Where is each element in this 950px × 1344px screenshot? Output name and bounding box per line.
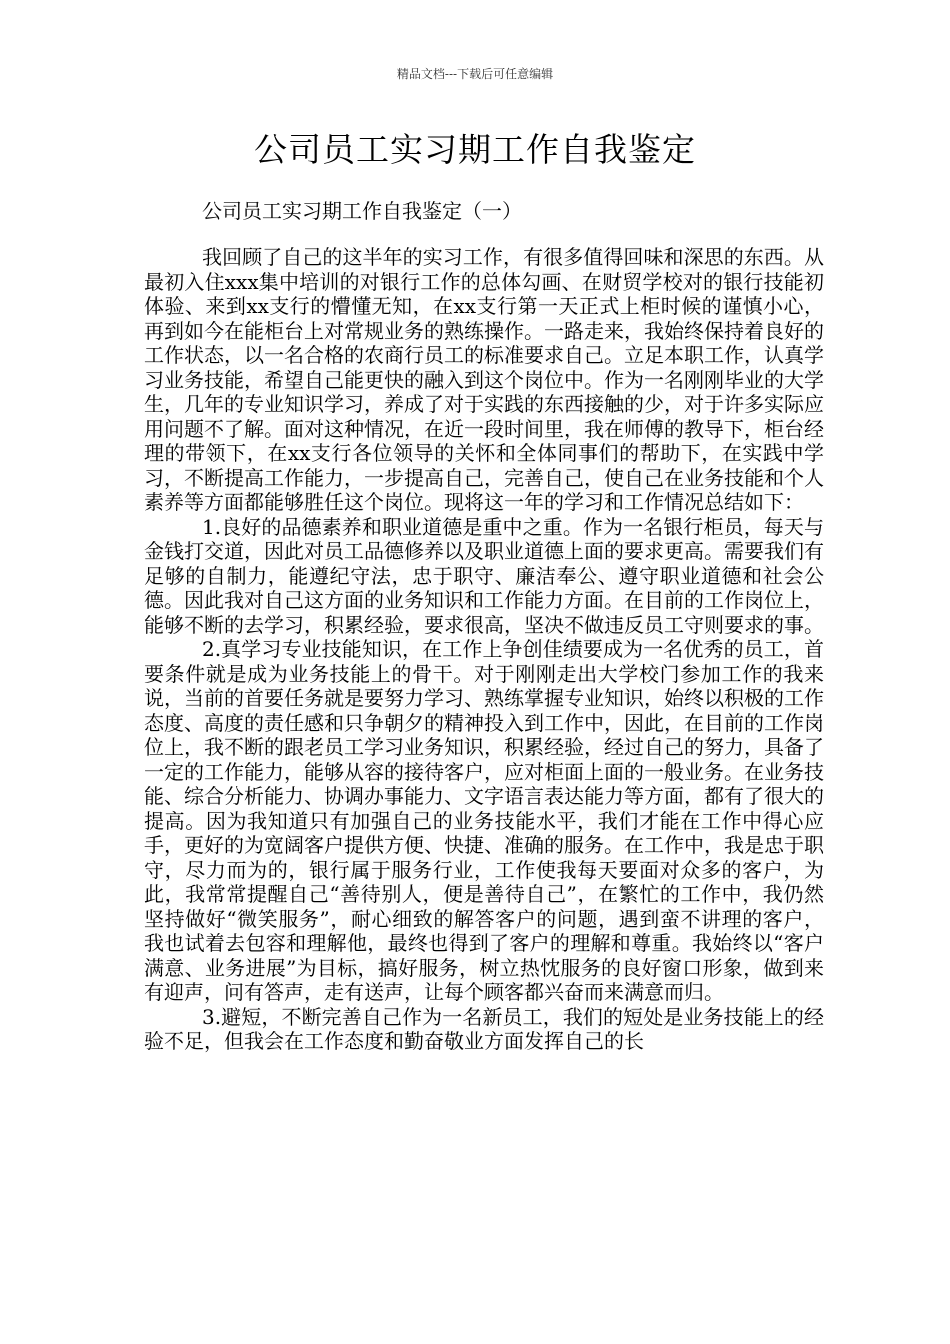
- document-body: [144, 245, 824, 1054]
- item-paragraph-3: 3.避短，不断完善自己作为一名新员工，我们的短处是业务技能上的经验不足，但我会在工作态度和勤奋敬业方面发挥自己的长: [144, 1004, 824, 1053]
- item-paragraph-2: 2.真学习专业技能知识，在工作上争创佳绩要成为一名优秀的员工，首要条件就是成为业务技能上的骨干。对于刚刚走出大学校门参加工作的我来说，当前的首要任务就是要努力学习、熟练掌握专业知识，始终以积极的工作态度、高度的责任感和只争朝夕的精神投入到工作中，因此，在目前的工作岗位上，我不断的跟老员工学习业务知识，积累经验，经过自己的努力，具备了一定的工作能力，能够从容的接待客户，应对柜面上面的一般业务。在业务技能、综合分析能力、协调办事能力、文字语言表达能力等方面，都有了很大的提高。因为我知道只有加强自己的业务技能水平，我们才能在工作中得心应手，更好的为宽阔客户提供方便、快捷、准确的服务。在工作中，我是忠于职守，尽力而为的，银行属于服务行业，工作使我每天要面对众多的客户，为此，我常常提醒自己“善待别人，便是善待自己”，在繁忙的工作中，我仍然坚持做好“微笑服务”，耐心细致的解答客户的问题，遇到蛮不讲理的客户，我也试着去包容和理解他，最终也得到了客户的理解和尊重。我始终以“客户满意、业务进展”为目标，搞好服务，树立热忱服务的良好窗口形象，做到来有迎声，问有答声，走有送声，让每个顾客都兴奋而来满意而归。: [144, 637, 824, 1004]
- intro-paragraph: 我回顾了自己的这半年的实习工作，有很多值得回味和深思的东西。从最初入住xxx集中培训的对银行工作的总体勾画、在财贸学校对的银行技能初体验、来到xx支行的懵懂无知，在xx支行第一天正式上柜时候的谨慎小心，再到如今在能柜台上对常规业务的熟练操作。一路走来，我始终保持着良好的工作状态，以一名合格的农商行员工的标准要求自己。立足本职工作，认真学习业务技能，希望自己能更快的融入到这个岗位中。作为一名刚刚毕业的大学生，几年的专业知识学习，养成了对于实践的东西接触的少，对于许多实际应用问题不了解。面对这种情况，在近一段时间里，我在师傅的教导下，柜台经理的带领下，在xx支行各位领导的关怀和全体同事们的帮助下，在实践中学习，不断提高工作能力，一步提高自己，完善自己，使自己在业务技能和个人素养等方面都能够胜任这个岗位。现将这一年的学习和工作情况总结如下：: [144, 245, 824, 514]
- header-note: 精品文档---下载后可任意编辑: [396, 67, 554, 81]
- item-paragraph-1: 1.良好的品德素养和职业道德是重中之重。作为一名银行柜员，每天与金钱打交道，因此对员工品德修养以及职业道德上面的要求更高。需要我们有足够的自制力，能遵纪守法，忠于职守、廉洁奉公、遵守职业道德和社会公德。因此我对自己这方面的业务知识和工作能力方面。在目前的工作岗位上，能够不断的去学习，积累经验，要求很高，坚决不做违反员工守则要求的事。: [144, 514, 824, 637]
- document-title: 公司员工实习期工作自我鉴定: [254, 130, 696, 169]
- section-subtitle: 公司员工实习期工作自我鉴定（一）: [202, 199, 522, 223]
